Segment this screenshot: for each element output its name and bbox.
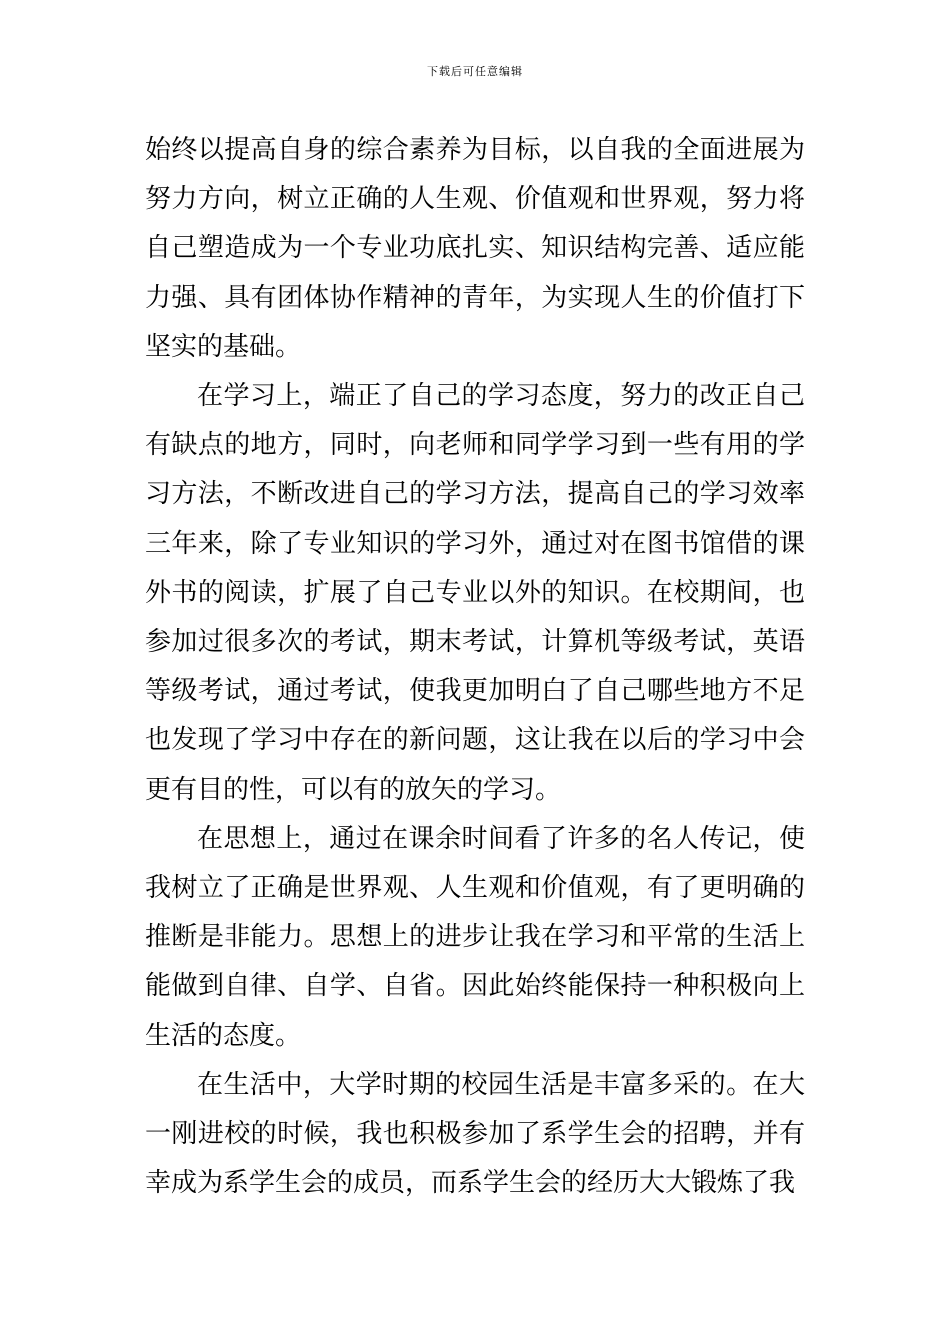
- paragraph-study: 在学习上，端正了自己的学习态度，努力的改正自己有缺点的地方，同时，向老师和同学学习到一些有用的学习方法，不断改进自己的学习方法，提高自己的学习效率三年来，除了专业知识的学习外，通过对在图书馆借的课外书的阅读，扩展了自己专业以外的知识。在校期间，也参加过很多次的考试，期末考试，计算机等级考试，英语等级考试，通过考试，使我更加明白了自己哪些地方不足也发现了学习中存在的新问题，这让我在以后的学习中会更有目的性，可以有的放矢的学习。: [145, 381, 805, 805]
- paragraph-thought: 在思想上，通过在课余时间看了许多的名人传记，使我树立了正确是世界观、人生观和价值观，有了更明确的推断是非能力。思想上的进步让我在学习和平常的生活上能做到自律、自学、自省。因此始终能保持一种积极向上生活的态度。: [145, 823, 805, 1051]
- document-body: [145, 126, 805, 1208]
- paragraph-goals: 始终以提高自身的综合素养为目标，以自我的全面进展为努力方向，树立正确的人生观、价值观和世界观，努力将自己塑造成为一个专业功底扎实、知识结构完善、适应能力强、具有团体协作精神的青年，为实现人生的价值打下坚实的基础。: [145, 135, 805, 362]
- paragraph-life: 在生活中，大学时期的校园生活是丰富多采的。在大一刚进校的时候，我也积极参加了系学生会的招聘，并有幸成为系学生会的成员，而系学生会的经历大大锻炼了我: [145, 1069, 805, 1199]
- page-header: 下载后可任意编辑: [427, 65, 523, 78]
